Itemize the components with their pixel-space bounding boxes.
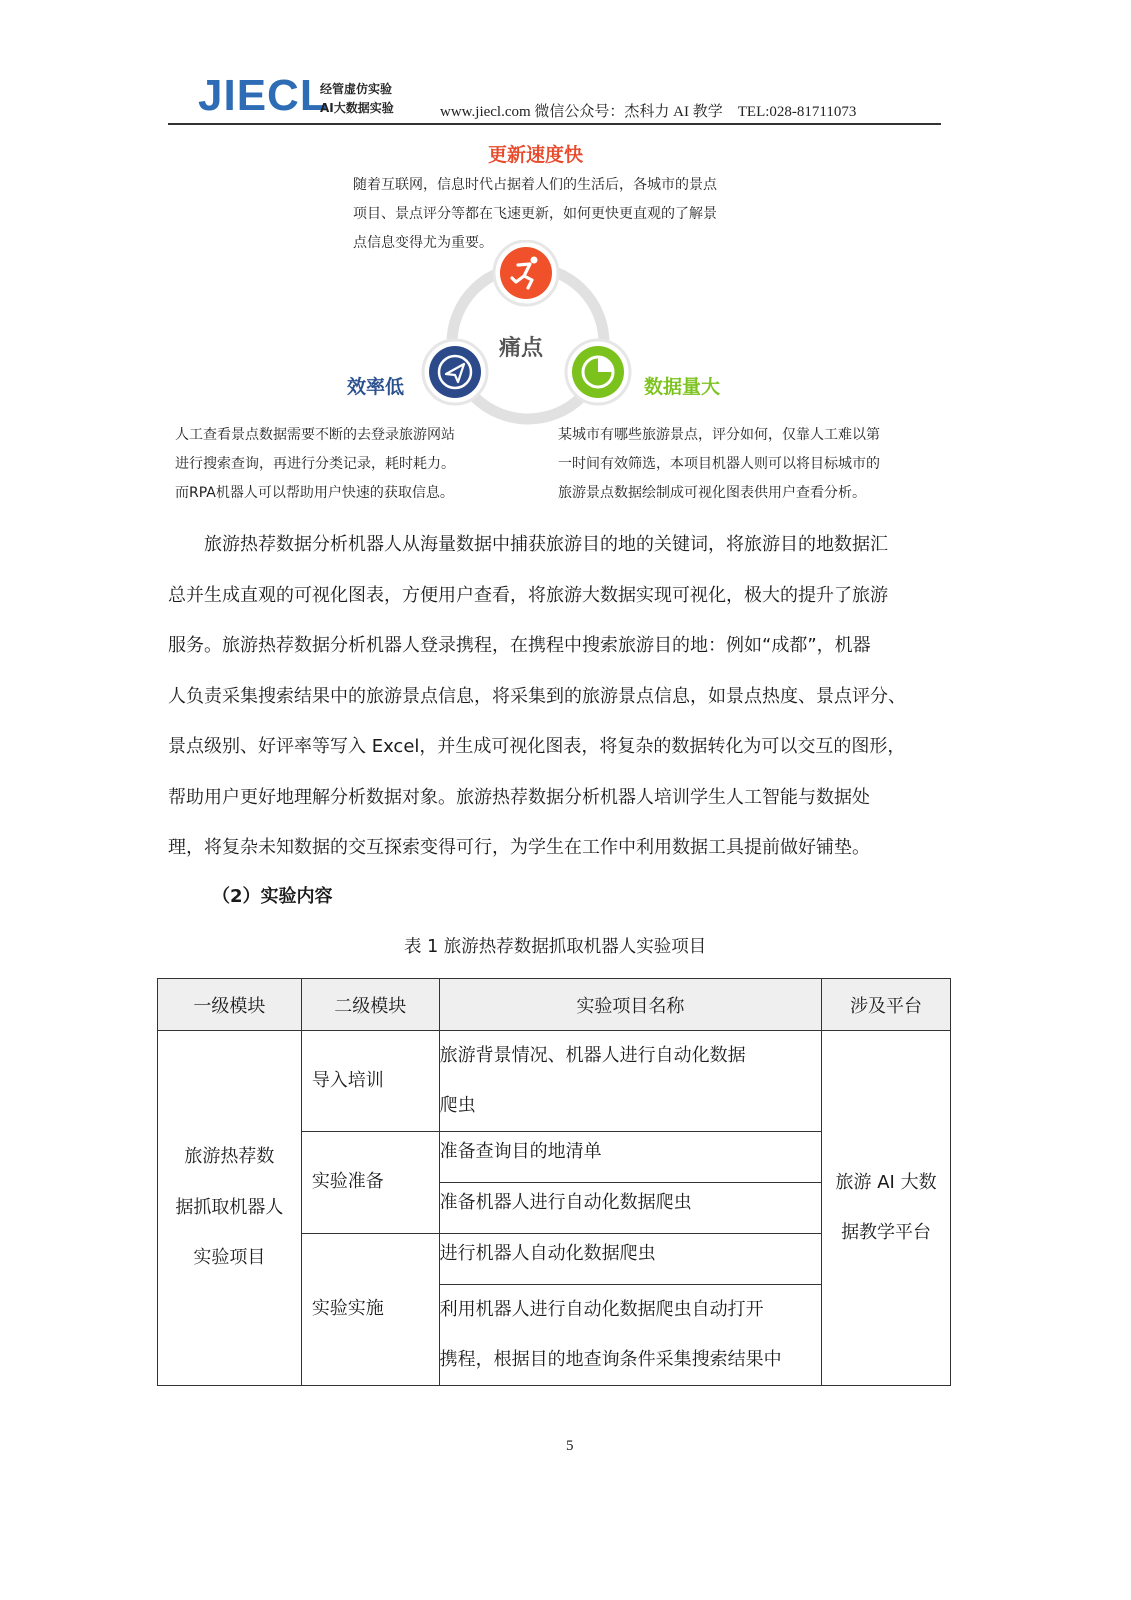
intro-paragraph: 旅游热荐数据分析机器人从海量数据中捕获旅游目的地的关键词，将旅游目的地数据汇 总并生成直观的可视化图表，方便用户查看，将旅游大数据实现可视化，极大的提升了旅游 服务。旅游热荐数据分析机器人登录携程，在携程中搜索旅游目的地：例如“成都”，机器 人负责采集搜索结果中的旅游景点信息，将采集到的旅游景点信息，如景点热度、景点评分、 景点级别、好评率等写入 Excel，并生成可视化图表，将复杂的数据转化为可以交互的图形， 帮助用户更好地理解分析数据对象。旅游热荐数据分析机器人培训学生人工智能与数据处 理，将复杂未知数据的交互探索变得可行，为学生在工作中利用数据工具提前做好铺垫。: [168, 534, 906, 858]
project-cell: 准备查询目的地清单: [439, 1132, 821, 1183]
low-efficiency-description: 人工查看景点数据需要不断的去登录旅游网站 进行搜索查询，再进行分类记录，耗时耗力。 而RPA机器人可以帮助用户快速的获取信息。: [175, 427, 455, 501]
header-level2: 二级模块: [301, 979, 439, 1031]
pain-point-center-label: 痛点: [499, 336, 544, 361]
project-cell: 利用机器人进行自动化数据爬虫自动打开 携程，根据目的地查询条件采集搜索结果中: [439, 1285, 821, 1386]
header-project-name: 实验项目名称: [439, 979, 821, 1031]
header-contact: www.jiecl.com 微信公众号：杰科力 AI 教学 TEL:028-81711073: [440, 104, 857, 120]
logo-wordmark: JIECL: [198, 71, 328, 120]
module-import-training: 导入培训: [301, 1031, 439, 1132]
project-cell: 旅游背景情况、机器人进行自动化数据 爬虫: [439, 1031, 821, 1132]
header-platform: 涉及平台: [822, 979, 951, 1031]
low-efficiency-title: 效率低: [347, 376, 405, 398]
table-header-row: [158, 979, 951, 1031]
table-caption: 表 1 旅游热荐数据抓取机器人实验项目: [404, 937, 707, 957]
header-level1: 一级模块: [158, 979, 302, 1031]
fast-update-description: 随着互联网，信息时代占据着人们的生活后，各城市的景点 项目、景点评分等都在飞速更新，如何更快更直观的了解景 点信息变得尤为重要。: [353, 177, 717, 251]
paper-plane-icon: [423, 340, 487, 404]
page-number: 5: [566, 1438, 574, 1454]
section-heading: （2）实验内容: [212, 886, 333, 907]
table-row: [158, 1031, 951, 1132]
experiment-table: [157, 978, 951, 1386]
project-cell: 进行机器人自动化数据爬虫: [439, 1234, 821, 1285]
large-data-title: 数据量大: [644, 376, 721, 398]
pie-chart-icon: [566, 340, 630, 404]
platform-cell: 旅游 AI 大数 据教学平台: [822, 1031, 951, 1386]
header-divider: [168, 123, 941, 125]
large-data-description: 某城市有哪些旅游景点，评分如何，仅靠人工难以第 一时间有效筛选，本项目机器人则可以将目标城市的 旅游景点数据绘制成可视化图表供用户查看分析。: [558, 427, 880, 501]
level1-cell: 旅游热荐数 据抓取机器人 实验项目: [158, 1031, 302, 1386]
logo-tagline-1: 经管虚仿实验: [320, 82, 393, 96]
project-cell: 准备机器人进行自动化数据爬虫: [439, 1183, 821, 1234]
fast-update-title: 更新速度快: [488, 144, 584, 166]
module-implementation: 实验实施: [301, 1234, 439, 1386]
module-preparation: 实验准备: [301, 1132, 439, 1234]
logo-tagline-2: AI大数据实验: [320, 101, 394, 115]
